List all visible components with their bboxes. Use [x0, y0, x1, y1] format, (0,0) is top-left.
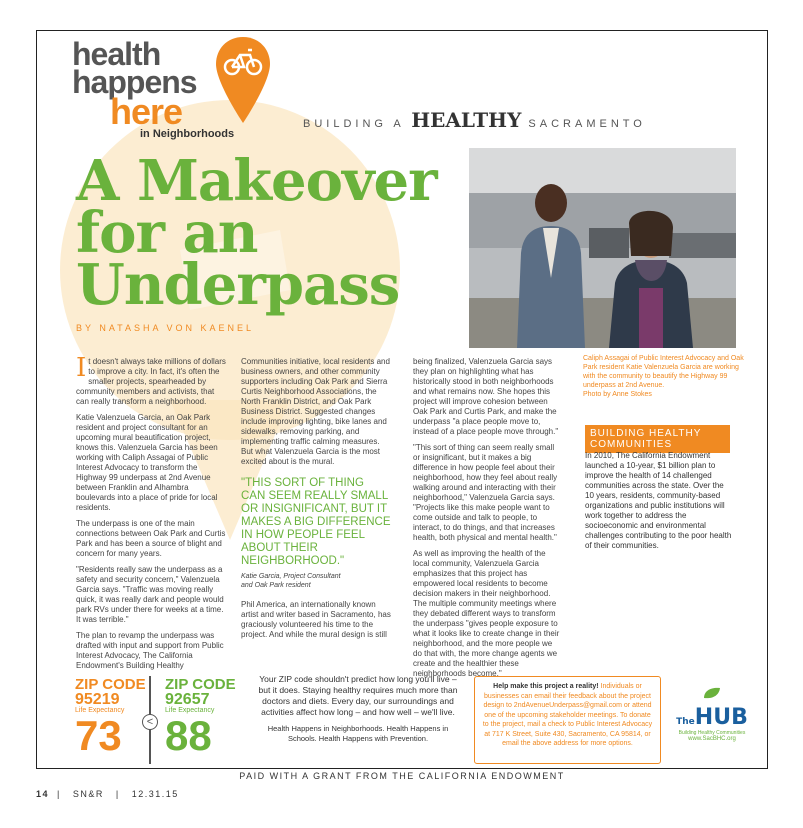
paragraph: Katie Valenzuela Garcia, an Oak Park resident and project consultant for an upcoming mural beautification project, knows this. Valenzuela Garcia has been working with Caliph Assagai of Public Interest Advocacy to transform the Highway 99 underpass at 2nd Avenue between Franklin and Alhambra boulevards into a place of pride for local residents. [76, 413, 218, 512]
life-expectancy: 88 [165, 712, 212, 759]
health-happens-here-logo [72, 36, 235, 140]
article-column-2 [241, 357, 391, 646]
sidebar-text: In 2010, The California Endowment launched a 10-year, $1 billion plan to improve the health of 14 challenged communities across the state. Over the 10 years, residents, community-based organizations and public institutions will work together to address the socioeconomic and environmental challenges contributing to the poor health of their communities. [585, 451, 732, 550]
life-expectancy: 73 [75, 712, 122, 759]
paragraph: Communities initiative, local residents and business owners, and other community supporters including Oak Park and Sierra Curtis Neighborhood Associations, the North Franklin District, and Oak Park Business District. Suggested changes include improving lighting, bike lanes and sidewalks, removing parking, and implementing traffic calming measures. But what Valenzuela Garcia is the most excited about is the mural. [241, 357, 390, 466]
caption-text: Caliph Assagai of Public Interest Advocacy and Oak Park resident Katie Valenzuela Garcia are working with the community to beautify the Highway 99 underpass at 2nd Avenue. [583, 355, 744, 389]
less-than-icon: < [142, 714, 158, 730]
sidebar-heading [585, 425, 730, 453]
article-title [76, 148, 437, 318]
paragraph: being finalized, Valenzuela Garcia says they plan on highlighting what has historically stood in both neighborhoods and what remains now. She hopes this project will improve cohesion between Oak Park and Curtis Park, and make the underpass "a place people move to, instead of a place people move through." [413, 357, 559, 436]
paragraph: "Residents really saw the underpass as a safety and security concern," Valenzuela Garcia says. "Traffic was moving really quick, it was really dark and people would park RVs under there for weeks at a time. It was terrible." [76, 565, 224, 624]
zip-label: ZIP CODE [75, 676, 146, 693]
section-tagline [303, 108, 646, 132]
life-label: Life Expectancy [165, 707, 215, 714]
issue-date: 12.31.15 [131, 789, 179, 799]
zip-right [165, 678, 236, 757]
ad-banner [55, 676, 755, 768]
logo-line-1: health [72, 36, 161, 72]
paid-notice: PAID WITH A GRANT FROM THE CALIFORNIA ENDOWMENT [239, 771, 565, 781]
tagline-pre: BUILDING A [303, 118, 405, 130]
paragraph: t doesn't always take millions of dollars to improve a city. In fact, it's often the smaller projects, spearheaded by community members and activists, that can really transform a neighborhood. [76, 357, 226, 406]
help-box [474, 676, 661, 764]
hub-name [672, 705, 752, 730]
sidebar-heading-line-2: COMMUNITIES [590, 439, 673, 450]
page-folio: 14 | SN&R | 12.31.15 [36, 789, 179, 799]
bicycle-icon [213, 35, 273, 125]
hub-logo [672, 686, 752, 742]
byline: BY NATASHA VON KAENEL [76, 323, 255, 333]
pull-source-line-2: and Oak Park resident [241, 582, 311, 589]
tagline-bold: HEALTHY [411, 108, 522, 132]
title-line-1: A Makeover [76, 148, 437, 214]
hub-pre: The [676, 717, 695, 727]
logo-line-3: here [110, 91, 183, 133]
ad-message-text: Your ZIP code shouldn't predict how long you'll live – but it does. Staying healthy requires much more than doctors and diets. Every day, our surroundings and activities affect how long – and how well – we'll live. [258, 674, 458, 717]
ad-slogan: Health Happens in Neighborhoods. Health Happens in Schools. Health Happens with Prevention. [267, 724, 449, 743]
logo-line-2: happens [72, 64, 197, 101]
drop-cap: I [76, 353, 87, 383]
paragraph: The plan to revamp the underpass was drafted with input and support from Public Interest Advocacy, The California Endowment's Building Healthy [76, 631, 224, 670]
hub-subtitle: Building Healthy Communities [678, 730, 746, 736]
help-text: Individuals or businesses can email their feedback about the project design to 2ndAvenueUnderpass@gmail.com or attend one of the upcoming stakeholder meetings. To donate to the project, mail a check to Public Interest Advocacy at 717 K Street, Suite 430, Sacramento, CA 95814, or email the above address for more options. [482, 683, 653, 747]
page-number: 14 [36, 789, 50, 799]
article-column-3 [413, 357, 563, 685]
paragraph: The underpass is one of the main connections between Oak Park and Curtis Park and has been a source of blight and concern for many years. [76, 519, 226, 558]
zip-label: ZIP CODE [165, 676, 236, 693]
publication-name: SN&R [72, 789, 104, 799]
sidebar-heading-line-1: BUILDING HEALTHY [590, 428, 702, 439]
hub-website: www.SacBHC.org [688, 736, 736, 742]
tagline-post: SACRAMENTO [528, 118, 646, 130]
pull-source-line-1: Katie Garcia, Project Consultant [241, 573, 341, 580]
ad-message [253, 674, 463, 750]
paragraph: Phil America, an internationally known artist and writer based in Sacramento, has graciously volunteered his time to the project. And while the mural design is still [241, 600, 391, 639]
zip-number: 92657 [165, 691, 210, 708]
paragraph: As well as improving the health of the local community, Valenzuela Garcia emphasizes that this project has empowered local residents to become decision makers in their neighborhood. The multiple community meetings where they debated different ways to transform the underpass "gives people exposure to what it looks like to create change in their neighborhood, and the more people we do that with, the more change agents we create and the healthier these neighborhoods become." [413, 549, 560, 678]
article-column-1 [76, 353, 226, 677]
photo-caption [583, 354, 753, 399]
hub-leaf-icon [702, 686, 722, 700]
title-line-3: Underpass [76, 252, 400, 318]
paragraph: "This sort of thing can seem really small or insignificant, but it makes a big difference in how people feel about their neighborhood, how they feel about really walking around and interacting with their neighborhood," Valenzuela Garcia says. "Projects like this make people want to come outside and talk to people, to interact, to do things, and that increases health, both physical and mental health." [413, 443, 558, 542]
photo-credit: Photo by Anne Stokes [583, 391, 652, 398]
hub-name-text: HUB [694, 705, 748, 730]
title-line-2: for an [76, 200, 258, 266]
pull-quote-source [241, 572, 391, 590]
logo-subtitle: in Neighborhoods [140, 127, 235, 140]
life-label: Life Expectancy [75, 707, 125, 714]
zip-number: 95219 [75, 691, 120, 708]
zip-left [75, 678, 146, 757]
help-heading: Help make this project a reality! [493, 683, 599, 690]
article-photo [469, 148, 736, 348]
pull-quote: "THIS SORT OF THING CAN SEEM REALLY SMALL OR INSIGNIFICANT, BUT IT MAKES A BIG DIFFERENCE IN HOW PEOPLE FEEL ABOUT THEIR NEIGHBORHOOD." [241, 477, 391, 567]
